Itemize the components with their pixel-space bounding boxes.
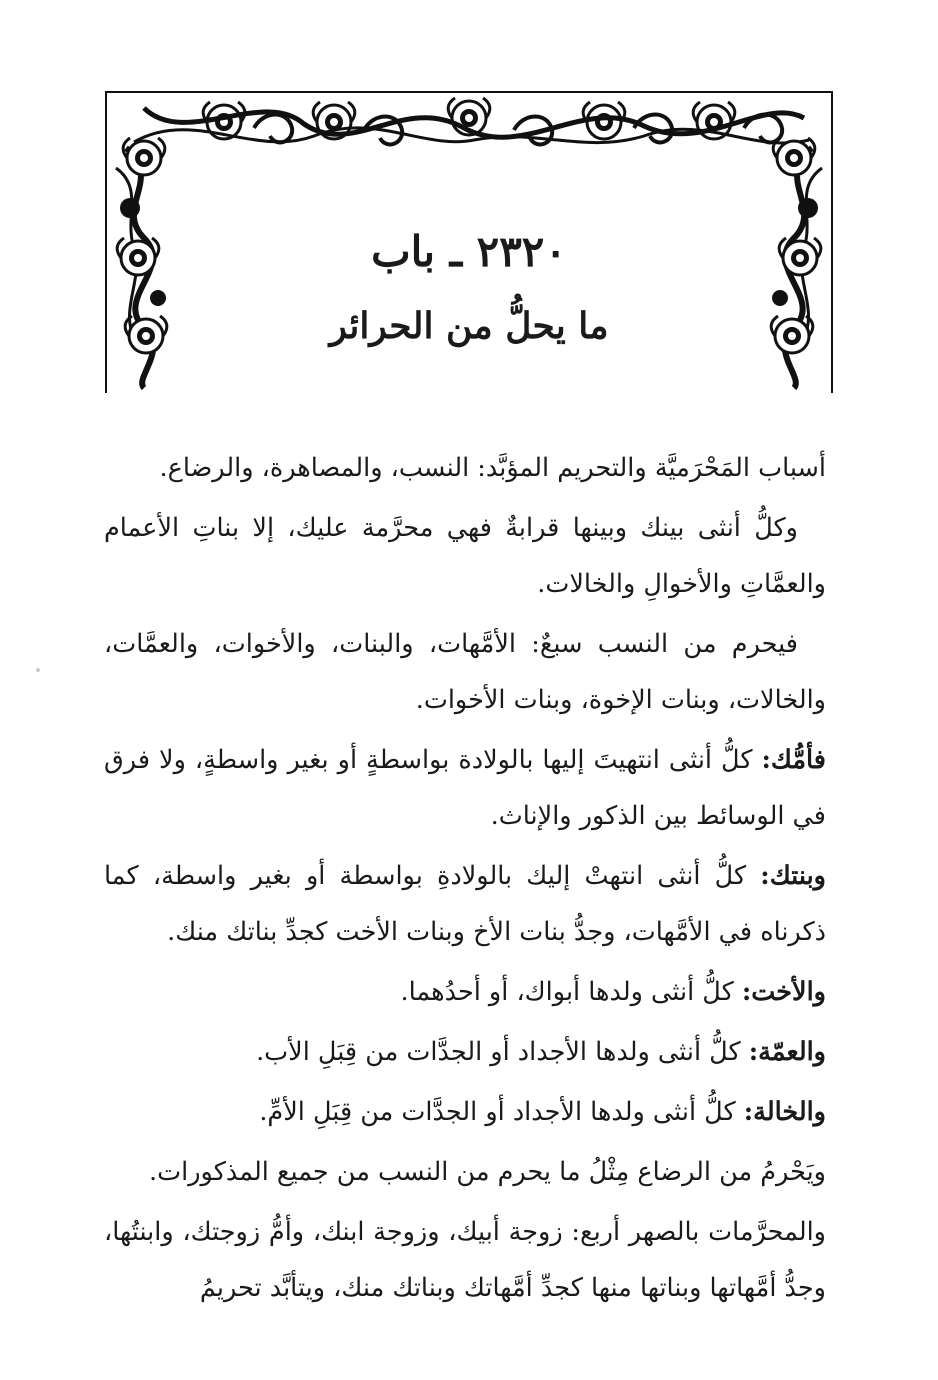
- definition-term: والأخت:: [741, 977, 826, 1007]
- paragraph: [104, 500, 826, 612]
- paragraph: [104, 1024, 826, 1080]
- paragraph: [104, 964, 826, 1020]
- paragraph-text: أسباب المَحْرَميَّة والتحريم المؤبَّد: النسب، والمصاهرة، والرضاع.: [159, 453, 826, 483]
- paragraph: [104, 1204, 826, 1316]
- body-text: [104, 440, 826, 1320]
- paragraph-text: كلُّ أنثى انتهيتَ إليها بالولادة بواسطةٍ أو بغير واسطةٍ، ولا فرق في الوسائط بين الذكور والإناث.: [104, 745, 826, 831]
- chapter-title: ما يحلُّ من الحرائر: [329, 305, 609, 347]
- definition-term: والعمّة:: [748, 1037, 826, 1067]
- paragraph: [104, 732, 826, 844]
- paragraph: [104, 440, 826, 496]
- chapter-heading: ٢٣٢٠ ـ باب: [371, 227, 567, 276]
- paragraph-text: كلُّ أنثى ولدها أبواك، أو أحدُهما.: [400, 977, 742, 1007]
- paragraph: [104, 616, 826, 728]
- paragraph: [104, 1144, 826, 1200]
- definition-term: والخالة:: [743, 1097, 826, 1127]
- definition-term: فأمُّك:: [761, 745, 826, 775]
- paragraph-text: وكلُّ أنثى بينك وبينها قرابةٌ فهي محرَّمة عليك، إلا بناتِ الأعمام والعمَّاتِ والأخوالِ والخالات.: [104, 513, 826, 599]
- paragraph-text: كلُّ أنثى ولدها الأجداد أو الجدَّات من قِبَلِ الأب.: [256, 1037, 749, 1067]
- paragraph: [104, 1084, 826, 1140]
- paragraph-text: والمحرَّمات بالصهر أربع: زوجة أبيك، وزوجة ابنك، وأمُّ زوجتك، وابنتُها، وجدُّ أمَّهاتها وبناتها منها كجدِّ أمَّهاتك وبناتك منك، ويتأبَّد تحريمُ: [104, 1217, 826, 1303]
- paragraph-text: ويَحْرمُ من الرضاع مِثْلُ ما يحرم من النسب من جميع المذكورات.: [149, 1157, 826, 1187]
- paragraph-text: كلُّ أنثى انتهتْ إليك بالولادةِ بواسطة أو بغير واسطة، كما ذكرناه في الأمَّهات، وجدُّ بنات الأخ وبنات الأخت كجدِّ بناتك منك.: [104, 861, 826, 947]
- paragraph: [104, 848, 826, 960]
- paragraph-text: فيحرم من النسب سبعٌ: الأمَّهات، والبنات، والأخوات، والعمَّات، والخالات، وبنات الإخوة، وبنات الأخوات.: [104, 629, 826, 715]
- margin-dot: [36, 668, 40, 672]
- definition-term: وبنتك:: [760, 861, 826, 891]
- paragraph-text: كلُّ أنثى ولدها الأجداد أو الجدَّات من قِبَلِ الأمِّ.: [259, 1097, 744, 1127]
